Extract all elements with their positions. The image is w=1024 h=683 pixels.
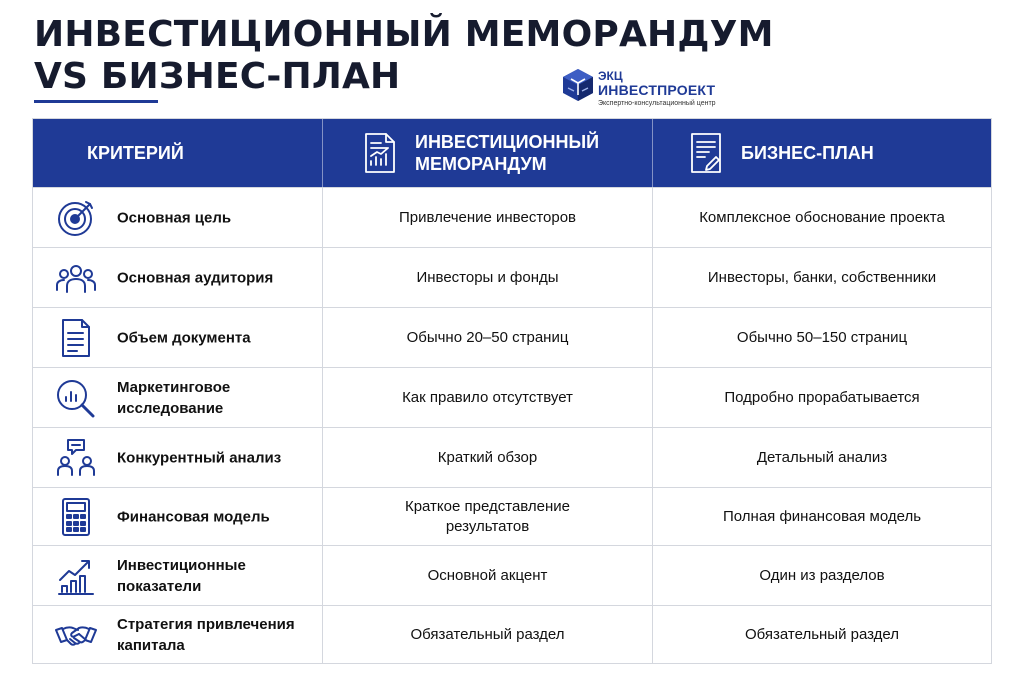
memorandum-cell: Обязательный раздел [322,606,652,663]
criterion-label: Инвестиционные показатели [117,556,246,595]
growth-chart-icon [55,556,97,596]
header-criterion-label: КРИТЕРИЙ [87,143,184,163]
document-icon [55,318,97,358]
memorandum-cell: Как правило отсутствует [322,368,652,427]
business-plan-cell: Комплексное обоснование проекта [652,188,991,247]
criterion-label: Финансовая модель [117,508,270,525]
criterion-label: Основная цель [117,209,232,226]
document-pen-icon [689,132,723,174]
title-underline [34,100,158,103]
table-row [33,187,991,247]
criterion-cell [33,428,322,487]
memorandum-cell: Привлечение инвесторов [322,188,652,247]
business-plan-cell: Обычно 50–150 страниц [652,308,991,367]
criterion-label: Основная аудитория [117,269,274,286]
header-criterion [33,119,322,187]
table-row [33,545,991,605]
magnifier-chart-icon [55,378,97,418]
target-icon [55,198,97,238]
logo-tagline: Экспертно-консультационный центр [598,100,716,107]
table-row [33,605,991,663]
criterion-cell [33,368,322,427]
criterion-cell [33,308,322,367]
comparison-table [32,118,992,664]
criterion-label: Конкурентный анализ [117,449,282,466]
business-plan-cell: Инвесторы, банки, собственники [652,248,991,307]
business-plan-cell: Полная финансовая модель [652,488,991,545]
company-logo [562,68,742,108]
header-business-plan [652,119,991,187]
logo-line-1: ЭКЦ [598,69,623,83]
business-plan-cell: Детальный анализ [652,428,991,487]
title-line-2: VS БИЗНЕС-ПЛАН [34,56,401,97]
criterion-cell [33,248,322,307]
business-plan-cell: Обязательный раздел [652,606,991,663]
header-business-plan-label: БИЗНЕС-ПЛАН [741,143,874,163]
handshake-icon [55,615,97,655]
table-row [33,367,991,427]
business-plan-cell: Один из разделов [652,546,991,605]
criterion-cell [33,488,322,545]
memorandum-cell: Краткий обзор [322,428,652,487]
table-row [33,247,991,307]
people-group-icon [55,258,97,298]
memorandum-cell: Краткое представление результатов [322,488,652,545]
criterion-label: Стратегия привлечения капитала [117,615,295,654]
header-memorandum [322,119,652,187]
memorandum-cell: Инвесторы и фонды [322,248,652,307]
calculator-icon [55,497,97,537]
logo-line-2: ИНВЕСТПРОЕКТ [598,82,716,98]
criterion-cell [33,188,322,247]
criterion-cell [33,606,322,663]
people-chat-icon [55,438,97,478]
memorandum-cell: Основной акцент [322,546,652,605]
criterion-cell [33,546,322,605]
criterion-label: Объем документа [117,329,251,346]
table-row [33,487,991,545]
table-row [33,427,991,487]
document-chart-icon [363,132,397,174]
table-row [33,307,991,367]
table-header [33,119,991,187]
logo-cube-icon [562,68,594,102]
memorandum-cell: Обычно 20–50 страниц [322,308,652,367]
header-memorandum-label: ИНВЕСТИЦИОННЫЙ МЕМОРАНДУМ [415,132,600,174]
title-line-1: ИНВЕСТИЦИОННЫЙ МЕМОРАНДУМ [34,14,774,55]
criterion-label: Маркетинговое исследование [117,378,231,417]
business-plan-cell: Подробно прорабатывается [652,368,991,427]
